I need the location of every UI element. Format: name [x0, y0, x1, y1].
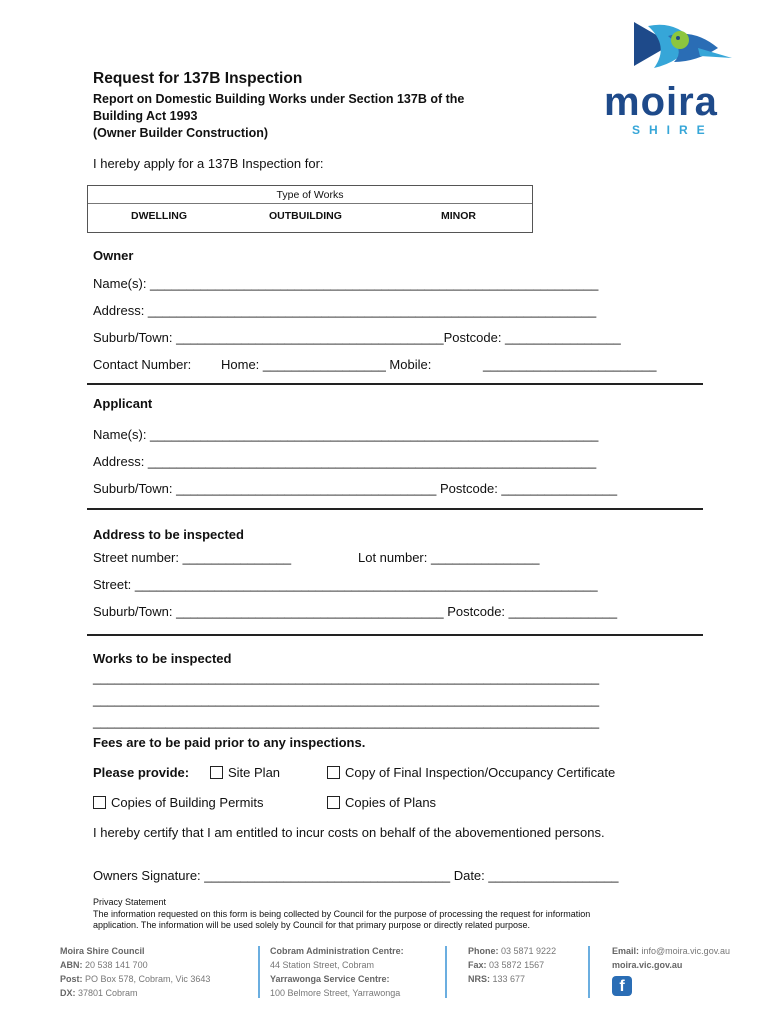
owner-suburb-postcode-field[interactable]: Suburb/Town: _____________________________________Postcode: ________________: [93, 330, 621, 345]
footer-nrs-label: NRS:: [468, 974, 490, 984]
plans-option[interactable]: [327, 795, 436, 810]
works-type-minor[interactable]: MINOR: [441, 210, 476, 222]
footer-phone: 03 5871 9222: [501, 946, 557, 956]
certify-statement: I hereby certify that I am entitled to incur costs on behalf of the abovementioned persons.: [93, 825, 605, 840]
footer-phone-block: [468, 944, 556, 986]
site-plan-label: Site Plan: [228, 765, 281, 780]
footer-fax-label: Fax:: [468, 960, 487, 970]
footer-cobram-address: 44 Station Street, Cobram: [270, 960, 375, 970]
page-title: Request for 137B Inspection: [93, 70, 303, 87]
street-number-field[interactable]: Street number: _______________: [93, 550, 292, 565]
footer-email-link[interactable]: info@moira.vic.gov.au: [641, 946, 731, 956]
plans-label: Copies of Plans: [345, 795, 437, 810]
logo-wordmark: moira: [604, 80, 718, 124]
plans-checkbox[interactable]: [327, 796, 340, 809]
owner-contact-label: Contact Number:: [93, 357, 192, 372]
footer-phone-label: Phone:: [468, 946, 499, 956]
owner-divider: [87, 383, 703, 385]
building-permits-option[interactable]: [93, 795, 263, 810]
fees-notice: Fees are to be paid prior to any inspections.: [93, 735, 366, 750]
subtitle-line-1: Report on Domestic Building Works under Section 137B of the: [93, 92, 465, 106]
footer-cobram-label: Cobram Administration Centre:: [270, 946, 404, 956]
footer-fax: 03 5872 1567: [489, 960, 545, 970]
footer-dx: 37801 Cobram: [78, 988, 138, 998]
address-inspected-heading: Address to be inspected: [93, 527, 244, 542]
owner-home-mobile-field[interactable]: Home: _________________ Mobile:: [221, 357, 432, 372]
works-line-3[interactable]: ______________________________________________________________________: [93, 714, 600, 729]
works-type-dwelling[interactable]: DWELLING: [131, 210, 187, 222]
owner-mobile-line[interactable]: ________________________: [483, 357, 657, 372]
owner-address-field[interactable]: Address: ______________________________________________________________: [93, 303, 597, 318]
building-permits-checkbox[interactable]: [93, 796, 106, 809]
works-type-table: [87, 185, 533, 233]
footer-email-label: Email:: [612, 946, 640, 956]
intro-text: I hereby apply for a 137B Inspection for:: [93, 156, 324, 171]
applicant-suburb-postcode-field[interactable]: Suburb/Town: ____________________________________ Postcode: ________________: [93, 481, 618, 496]
footer-divider-1: [258, 946, 260, 998]
footer-dx-label: DX:: [60, 988, 76, 998]
works-line-1[interactable]: ______________________________________________________________________: [93, 670, 600, 685]
footer-yarra-label: Yarrawonga Service Centre:: [270, 974, 390, 984]
footer-post-label: Post:: [60, 974, 83, 984]
inspect-suburb-postcode-field[interactable]: Suburb/Town: _____________________________________ Postcode: _______________: [93, 604, 618, 619]
site-plan-option[interactable]: [210, 765, 280, 780]
works-type-outbuilding[interactable]: OUTBUILDING: [269, 210, 342, 222]
subtitle-line-3: (Owner Builder Construction): [93, 126, 268, 140]
owner-names-field[interactable]: Name(s): ______________________________________________________________: [93, 276, 599, 291]
site-plan-checkbox[interactable]: [210, 766, 223, 779]
footer-divider-2: [445, 946, 447, 998]
owners-signature-date-field[interactable]: Owners Signature: __________________________________ Date: __________________: [93, 868, 619, 883]
privacy-line-2: application. The information will be used solely by Council for that primary purpose or directly related purpose.: [93, 920, 531, 930]
final-cert-label: Copy of Final Inspection/Occupancy Certificate: [345, 765, 616, 780]
final-cert-option[interactable]: [327, 765, 615, 780]
lot-number-field[interactable]: Lot number: _______________: [358, 550, 540, 565]
privacy-line-1: The information requested on this form is being collected by Council for the purpose of processing the request for information: [93, 909, 591, 919]
footer-council-name: Moira Shire Council: [60, 946, 145, 956]
owner-heading: Owner: [93, 248, 134, 263]
footer-abn-label: ABN:: [60, 960, 83, 970]
footer-post: PO Box 578, Cobram, Vic 3643: [85, 974, 211, 984]
final-cert-checkbox[interactable]: [327, 766, 340, 779]
applicant-heading: Applicant: [93, 396, 153, 411]
please-provide-label: Please provide:: [93, 765, 190, 780]
address-divider: [87, 634, 703, 636]
applicant-divider: [87, 508, 703, 510]
footer-contact-block: [612, 944, 730, 972]
footer-centres-block: [270, 944, 404, 1000]
privacy-heading: Privacy Statement: [93, 897, 167, 907]
footer-nrs: 133 677: [492, 974, 526, 984]
works-line-2[interactable]: ______________________________________________________________________: [93, 692, 600, 707]
works-inspected-heading: Works to be inspected: [93, 651, 232, 666]
footer-yarra-address: 100 Belmore Street, Yarrawonga: [270, 988, 401, 998]
footer-abn: 20 538 141 700: [85, 960, 148, 970]
subtitle-line-2: Building Act 1993: [93, 109, 198, 123]
street-field[interactable]: Street: ________________________________________________________________: [93, 577, 598, 592]
footer-website-link[interactable]: moira.vic.gov.au: [612, 960, 683, 970]
moira-emblem-icon: [628, 18, 738, 80]
building-permits-label: Copies of Building Permits: [111, 795, 264, 810]
works-type-header: Type of Works: [88, 186, 532, 204]
council-logo: [600, 18, 745, 143]
footer-divider-3: [588, 946, 590, 998]
applicant-address-field[interactable]: Address: ______________________________________________________________: [93, 454, 597, 469]
facebook-icon[interactable]: f: [612, 976, 632, 996]
applicant-names-field[interactable]: Name(s): ______________________________________________________________: [93, 427, 599, 442]
footer-council-block: [60, 944, 210, 1000]
logo-shire-text: SHIRE: [632, 123, 714, 137]
